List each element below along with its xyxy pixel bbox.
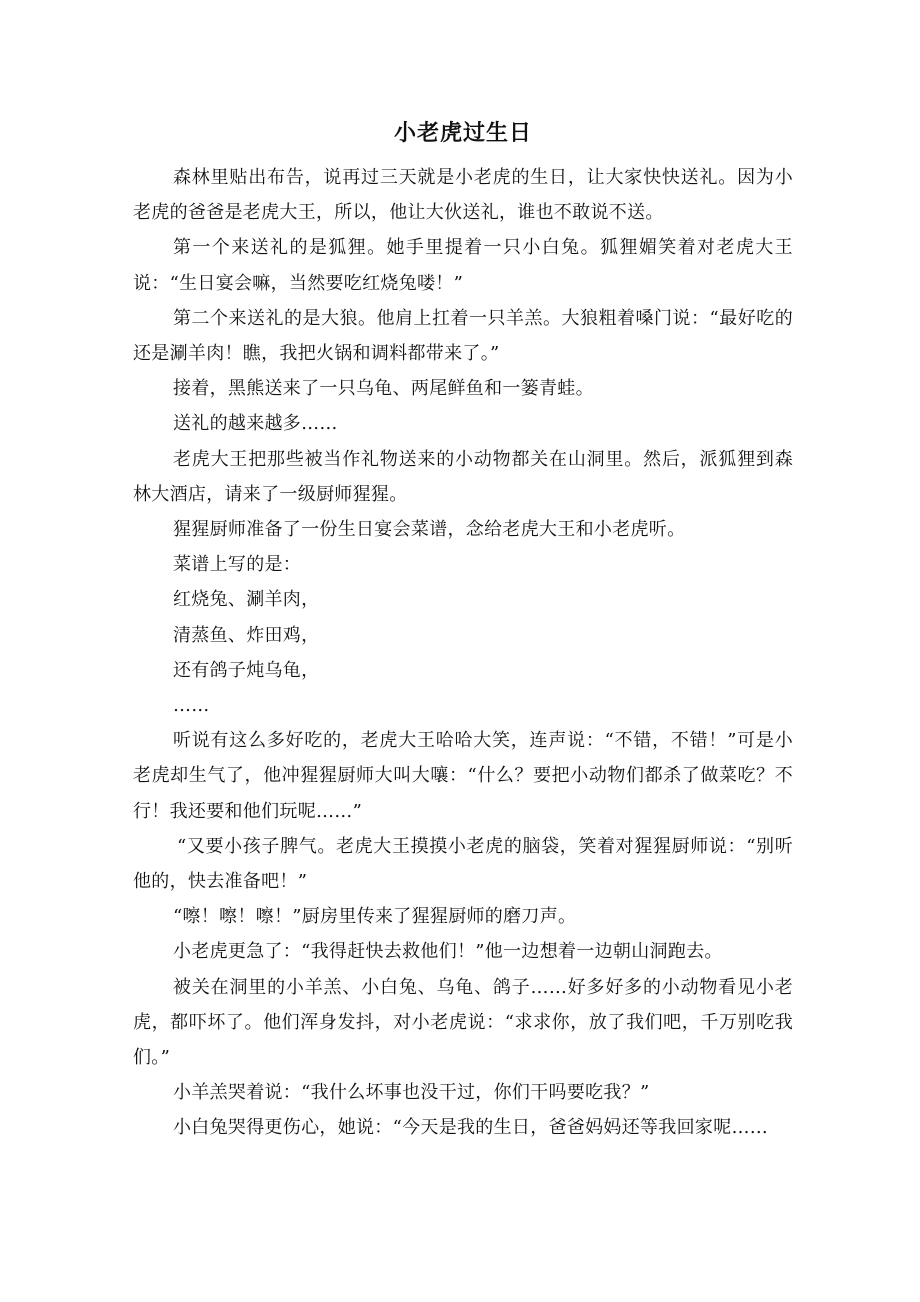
- paragraph: 小白兔哭得更伤心，她说：“今天是我的生日，爸爸妈妈还等我回家呢……: [173, 1117, 769, 1139]
- paragraph: 老虎大王把那些被当作礼物送来的小动物都关在山洞里。然后，派狐狸到森林大酒店，请来了一级厨师猩猩。: [133, 448, 793, 505]
- paragraph: 接着，黑熊送来了一只乌龟、两尾鲜鱼和一篓青蛙。: [173, 378, 594, 400]
- paragraph: 第一个来送礼的是狐狸。她手里提着一只小白兔。狐狸媚笑着对老虎大王说：“生日宴会嘛，当然要吃红烧兔喽！”: [133, 237, 793, 294]
- paragraph: 听说有这么多好吃的，老虎大王哈哈大笑，连声说：“不错，不错！”可是小老虎却生气了，他冲猩猩厨师大叫大嚷：“什么？要把小动物们都杀了做菜吃？不行！我还要和他们玩呢……”: [133, 730, 793, 822]
- paragraph: 菜谱上写的是：: [173, 554, 302, 576]
- menu-line: 清蒸鱼、炸田鸡，: [173, 624, 320, 646]
- paragraph: 第二个来送礼的是大狼。他肩上扛着一只羊羔。大狼粗着嗓门说：“最好吃的还是涮羊肉！瞧，我把火锅和调料都带来了。”: [133, 307, 793, 365]
- paragraph: 小羊羔哭着说：“我什么坏事也没干过，你们干吗要吃我？”: [173, 1082, 650, 1104]
- paragraph: “又要小孩子脾气。老虎大王摸摸小老虎的脑袋，笑着对猩猩厨师说：“别听他的，快去准备吧！”: [133, 835, 793, 893]
- menu-line: ……: [173, 695, 210, 717]
- paragraph: 送礼的越来越多……: [173, 413, 338, 435]
- paragraph: 森林里贴出布告，说再过三天就是小老虎的生日，让大家快快送礼。因为小老虎的爸爸是老虎大王，所以，他让大伙送礼，谁也不敢说不送。: [133, 167, 793, 224]
- paragraph: “嚓！嚓！嚓！”厨房里传来了猩猩厨师的磨刀声。: [173, 906, 577, 928]
- menu-line: 红烧兔、涮羊肉，: [173, 589, 320, 611]
- menu-line: 还有鸽子炖乌龟，: [173, 659, 320, 681]
- paragraph: 被关在洞里的小羊羔、小白兔、乌龟、鸽子……好多好多的小动物看见小老虎，都吓坏了。他们浑身发抖，对小老虎说：“求求你，放了我们吧，千万别吃我们。”: [133, 976, 793, 1069]
- paragraph: 小老虎更急了：“我得赶快去救他们！”他一边想着一边朝山洞跑去。: [173, 941, 723, 963]
- story-body: [133, 160, 793, 1146]
- paragraph: 猩猩厨师准备了一份生日宴会菜谱，念给老虎大王和小老虎听。: [173, 519, 686, 541]
- story-title: 小老虎过生日: [393, 121, 532, 146]
